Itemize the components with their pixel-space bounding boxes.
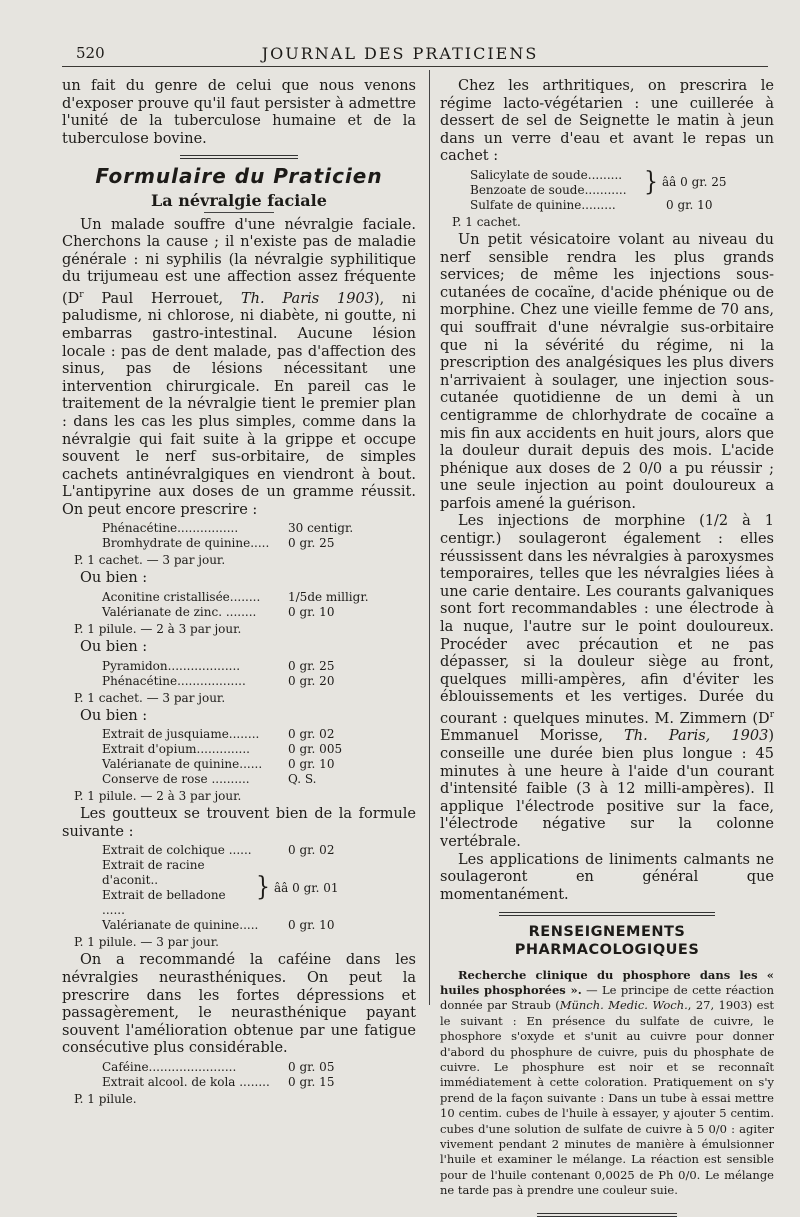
rx-line: Extrait alcool. de kola ........ 0 gr. 15 <box>102 1075 335 1090</box>
rx-line: Valérianate de quinine...... 0 gr. 10 <box>102 757 335 772</box>
rx-line: Valérianate de zinc. ........ 0 gr. 10 <box>102 605 335 620</box>
rx-line: Phénacétine................ 30 centigr. <box>102 521 354 536</box>
rx-instruction: P. 1 pilule. — 3 par jour. <box>74 935 219 950</box>
running-title: JOURNAL DES PRATICIENS <box>261 44 539 63</box>
right-paragraph-3: Les injections de morphine (1/2 à 1 centigr.) soulageront également : elles réussissent dans les névralgies à paroxysmes temporaires, telles que les névralgies liées à une carie dentaire. Les courants galvaniques sont fort recommandables : une électrode à la nuque, l'autre sur le point douloureux. Procéder avec précaution et ne pas dépasser, si la douleur siège au front, quelques milli-ampères, afin d'éviter les éblouissements et les vertiges. Durée du courant : quelques minutes. M. Zimmern ($D^r$ Emmanuel Morisse, Th. Paris, 1903) conseille une durée bien plus longue : 45 minutes à une heure à l'aide d'un courant d'intensité faible (3 à 12 milli-ampères). Il applique l'électrode positive sur la face, l'électrode négative sur la colonne vertébrale. <box>440 513 774 850</box>
end-rule <box>537 1213 677 1217</box>
ou-bien: Ou bien : <box>80 639 148 656</box>
rx-brace-group: Salicylate de soude......... Benzoate de soude........... } ââ 0 gr. 25 <box>470 167 727 198</box>
rx-instruction: P. 1 cachet. — 3 par jour. <box>74 553 226 568</box>
article-subtitle: La névralgie faciale <box>151 190 327 210</box>
rx-line: Sulfate de quinine......... 0 gr. 10 <box>470 197 713 212</box>
right-paragraph-4: Les applications de liniments calmants ne soulageront en général que momentanément. <box>440 851 774 903</box>
prescription-6 <box>62 1060 416 1090</box>
column-divider <box>429 70 430 1005</box>
rx-line: Caféine....................... 0 gr. 05 <box>102 1060 335 1075</box>
right-column <box>440 78 774 1217</box>
rx-line: Extrait d'opium.............. 0 gr. 005 <box>102 742 343 757</box>
rx-line: Aconitine cristallisée........ 1/5de milligr. <box>102 590 369 605</box>
header-rule <box>62 66 768 67</box>
page-number: 520 <box>76 44 105 62</box>
subtitle-rule <box>204 212 274 213</box>
ou-bien: Ou bien : <box>80 707 148 724</box>
rx-line: Bromhydrate de quinine..... 0 gr. 25 <box>102 536 335 551</box>
pharma-paragraph: Recherche clinique du phosphore dans les « huiles phosphorées ». — Le principe de cette réaction donnée par Straub (Münch. Medic. Woch., 27, 1903) est le suivant : En présence du sulfate de cuivre, le phosphore s'oxyde et s'unit au cuivre pour donner d'abord du phosphure de cuivre, puis du phosphate de cuivre. Le phosphure est noir et se reconnaît immédiatement à cette coloration. Pratiquement on s'y prend de la façon suivante : Dans un tube à essai mettre 10 centim. cubes de l'huile à essayer, y ajouter 5 centim. cubes d'une solution de sulfate de cuivre à 5 0/0 : agiter vivement pendant 2 minutes de manière à émulsionner l'huile et examiner le mélange. La réaction est sensible pour de l'huile contenant 0,0025 de Ph 0/0. Le mélange ne tarde pas à prendre une couleur suie. <box>440 967 774 1198</box>
rx-instruction: P. 1 pilule. <box>74 1092 137 1107</box>
right-paragraph-2: Un petit vésicatoire volant au niveau du nerf sensible rendra les plus grands services; de même les injections sous-cutanées de cocaïne, d'acide phénique ou de morphine. Chez une vieille femme de 70 ans, qui souffrait d'une névralgie sus-orbitaire que ni la sévérité du régime, ni la prescription des analgésiques les plus divers n'arrivaient à soulager, une injection sous-cutanée quotidienne de un demi à un centigramme de chlorhydrate de cocaïne a mis fin aux accidents en huit jours, alors que la douleur durait depuis des mois. L'acide phénique aux doses de 2 0/0 a pu réussir ; une seule injection au point douloureux a parfois amené la guérison. <box>440 231 774 512</box>
intro-paragraph: un fait du genre de celui que nous venons d'exposer prouve qu'il faut persister à admettre l'unité de la tuberculose humaine et de la tuberculose bovine. <box>62 78 416 147</box>
rx-line: Extrait de colchique ...... 0 gr. 02 <box>102 843 335 858</box>
section-title: Formulaire du Praticien <box>95 164 383 189</box>
rx-line: Conserve de rose .......... Q. S. <box>102 772 317 787</box>
prescription-2 <box>62 590 416 620</box>
double-rule <box>180 155 298 159</box>
left-column <box>62 78 416 1109</box>
ou-bien: Ou bien : <box>80 570 148 587</box>
rx-line: Phénacétine.................. 0 gr. 20 <box>102 673 335 688</box>
brace-icon: } <box>256 872 270 903</box>
paragraph-2: Les goutteux se trouvent bien de la formule suivante : <box>62 806 416 840</box>
rx-line: Pyramidon................... 0 gr. 25 <box>102 658 335 673</box>
rx-instruction: P. 1 pilule. — 2 à 3 par jour. <box>74 789 242 804</box>
paragraph-1: Un malade souffre d'une névralgie faciale. Cherchons la cause ; il n'existe pas de maladie générale : ni syphilis (la névralgie syphilitique du trijumeau est une affection assez fréquente ($D^r$ Paul Herrouet, Th. Paris 1903), ni paludisme, ni chlorose, ni diabète, ni goutte, ni embarras gastro-intestinal. Aucune lésion locale : pas de dent malade, pas d'affection des sinus, pas de lésions nécessitant une intervention chirurgicale. En pareil cas le traitement de la névralgie tient le premier plan : dans les cas les plus simples, comme dans la névralgie qui fait suite à la grippe et occupe souvent le nerf sus-orbitaire, de simples cachets antinévralgiques en viendront à bout. L'antipyrine aux doses de un gramme réussit. On peut encore prescrire : <box>62 216 417 518</box>
prescription-3 <box>62 659 416 689</box>
rx-brace-group: Extrait de racine d'aconit.. Extrait de belladone ...... } ââ 0 gr. 01 <box>102 858 339 918</box>
paragraph-3: On a recommandé la caféine dans les névralgies neurasthéniques. On peut la prescrire dans les fortes dépressions et passagèrement, le neurasthénique payant souvent l'amélioration obtenue par une fatigue consécutive plus considérable. <box>62 952 416 1057</box>
rx-line: Valérianate de quinine..... 0 gr. 10 <box>102 918 335 933</box>
rx-instruction: P. 1 pilule. — 2 à 3 par jour. <box>74 622 242 637</box>
rx-instruction: P. 1 cachet. <box>452 214 521 229</box>
section-rule <box>499 912 715 916</box>
right-paragraph-1: Chez les arthritiques, on prescrira le régime lacto-végétarien : une cuillerée à dessert de sel de Seignette le matin à jeun dans un verre d'eau et avant le repas un cachet : <box>440 78 774 165</box>
pharma-section-title: RENSEIGNEMENTS PHARMACOLOGIQUES <box>514 924 700 958</box>
prescription-7 <box>440 168 774 213</box>
rx-line: Extrait de jusquiame........ 0 gr. 02 <box>102 727 335 742</box>
brace-icon: } <box>644 167 658 198</box>
prescription-1 <box>62 521 416 551</box>
prescription-5 <box>62 843 416 933</box>
rx-instruction: P. 1 cachet. — 3 par jour. <box>74 690 226 705</box>
prescription-4 <box>62 727 416 787</box>
